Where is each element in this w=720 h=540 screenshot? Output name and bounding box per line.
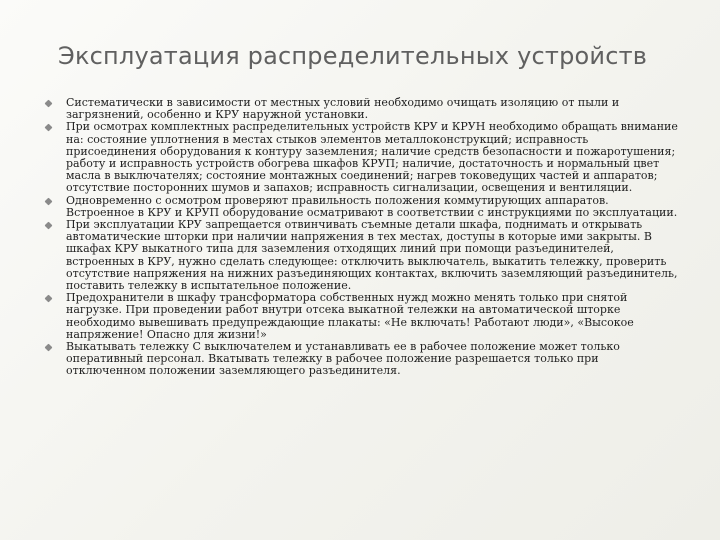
bullet-item-prohibitions xyxy=(42,219,680,292)
bullet-text: Выкатывать тележку С выключателем и устанавливать ее в рабочее положение может только оперативный персонал. Вкатывать тележку в рабочее положение разрешается только при отключенном положении заземляющего разъединителя. xyxy=(66,340,620,378)
slide-title: Эксплуатация распределительных устройств xyxy=(58,42,648,70)
bullet-diamond-icon xyxy=(45,124,53,132)
bullet-list xyxy=(42,97,680,378)
bullet-diamond-icon xyxy=(45,222,53,230)
bullet-item-cleaning xyxy=(42,97,680,121)
bullet-text: Одновременно с осмотром проверяют правильность положения коммутирующих аппаратов. Встроенное в КРУ и КРУП оборудование осматривают в соответствии с инструкциями по эксплуатации. xyxy=(66,193,678,219)
bullet-text: Систематически в зависимости от местных условий необходимо очищать изоляцию от пыли и загрязнений, особенно и КРУ наружной установки. xyxy=(66,96,620,122)
bullet-item-switching-check xyxy=(42,195,680,219)
bullet-diamond-icon xyxy=(45,295,53,303)
bullet-diamond-icon xyxy=(45,344,53,352)
bullet-item-fuses xyxy=(42,292,680,341)
bullet-diamond-icon xyxy=(45,197,53,205)
bullet-item-inspection xyxy=(42,121,680,194)
bullet-item-trolley xyxy=(42,341,680,378)
bullet-text: При эксплуатации КРУ запрещается отвинчивать съемные детали шкафа, поднимать и открывать автоматические шторки при наличии напряжения в тех местах, доступы в которые ими закрыты. В шкафах КРУ выкатного типа для заземления отходящих линий при помощи разъединителей, встроенных в КРУ, нужно сделать следующее: отключить выключатель, выкатить тележку, проверить отсутствие напряжения на нижних разъединяющих контактах, включить заземляющий разъединитель, поставить тележку в испытательное положение. xyxy=(66,218,678,293)
bullet-text: При осмотрах комплектных распределительных устройств КРУ и КРУН необходимо обращать внимание на: состояние уплотнения в местах стыков элементов металлоконструкций; исправность присоединения оборудования к контуру заземления; наличие средств безопасности и пожаротушения; работу и исправность устройств обогрева шкафов КРУП; наличие, достаточность и нормальный цвет масла в выключателях; состояние монтажных соединений; нагрев токоведущих частей и аппаратов; отсутствие посторонних шумов и запахов; исправность сигнализации, освещения и вентиляции. xyxy=(66,120,678,195)
bullet-text: Предохранители в шкафу трансформатора собственных нужд можно менять только при снятой нагрузке. При проведении работ внутри отсека выкатной тележки на автоматической шторке необходимо вывешивать предупреждающие плакаты: «Не включать! Работают люди», «Высокое напряжение! Опасно для жизни!» xyxy=(66,291,634,341)
bullet-diamond-icon xyxy=(45,100,53,108)
